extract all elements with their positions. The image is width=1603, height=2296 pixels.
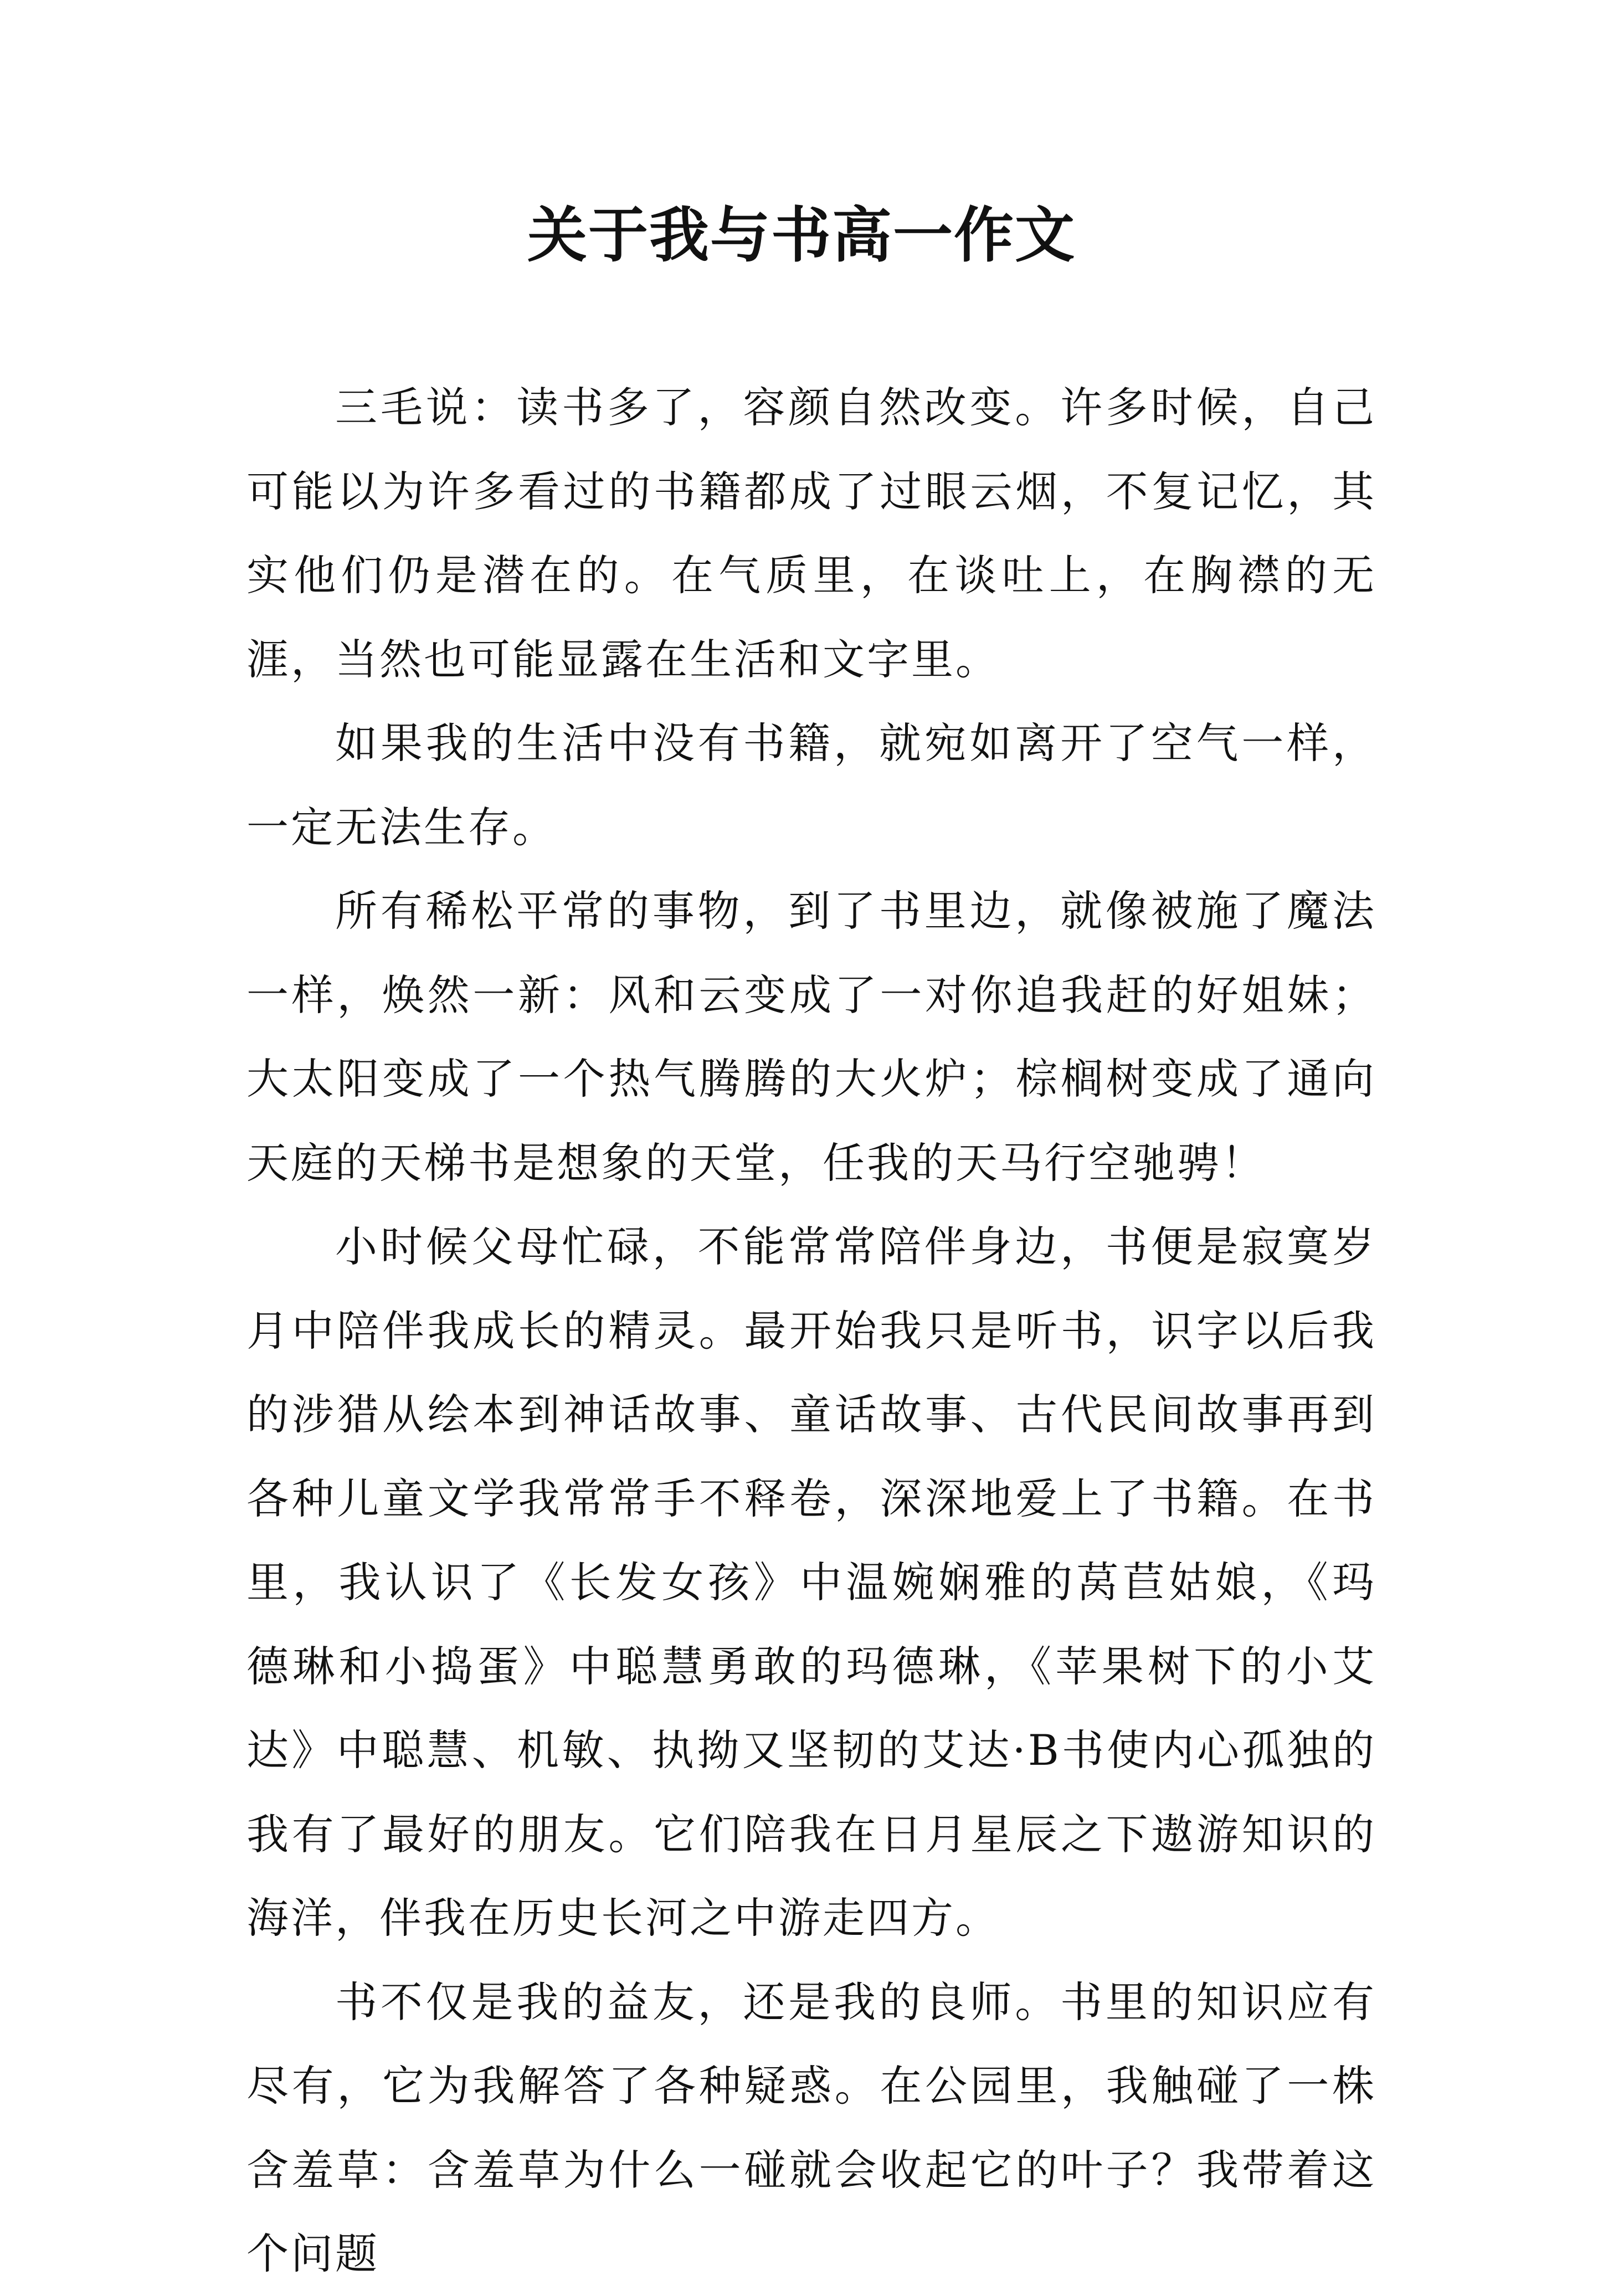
paragraph: 三毛说：读书多了，容颜自然改变。许多时候，自己可能以为许多看过的书籍都成了过眼云烟，不复记忆，其实他们仍是潜在的。在气质里，在谈吐上，在胸襟的无涯，当然也可能显露在生活和文字里。	[246, 383, 1376, 684]
paragraph: 所有稀松平常的事物，到了书里边，就像被施了魔法一样，焕然一新：风和云变成了一对你追我赶的好姐妹；大太阳变成了一个热气腾腾的大火炉；棕榈树变成了通向天庭的天梯书是想象的天堂，任我的天马行空驰骋！	[246, 886, 1376, 1188]
paragraph: 如果我的生活中没有书籍，就宛如离开了空气一样，一定无法生存。	[246, 718, 1376, 852]
paragraph: 小时候父母忙碌，不能常常陪伴身边，书便是寂寞岁月中陪伴我成长的精灵。最开始我只是听书，识字以后我的涉猎从绘本到神话故事、童话故事、古代民间故事再到各种儿童文学我常常手不释卷，深深地爱上了书籍。在书里，我认识了《长发女孩》中温婉娴雅的莴苣姑娘，《玛德琳和小捣蛋》中聪慧勇敢的玛德琳，《苹果树下的小艾达》中聪慧、机敏、执拗又坚韧的艾达·B书使内心孤独的我有了最好的朋友。它们陪我在日月星辰之下遨游知识的海洋，伴我在历史长河之中游走四方。	[246, 1222, 1376, 1943]
document-body	[246, 366, 1376, 2296]
paragraph: 书不仅是我的益友，还是我的良师。书里的知识应有尽有，它为我解答了各种疑惑。在公园里，我触碰了一株含羞草：含羞草为什么一碰就会收起它的叶子？我带着这个问题	[246, 1977, 1376, 2278]
document-title: 关于我与书高一作文	[527, 201, 1076, 270]
